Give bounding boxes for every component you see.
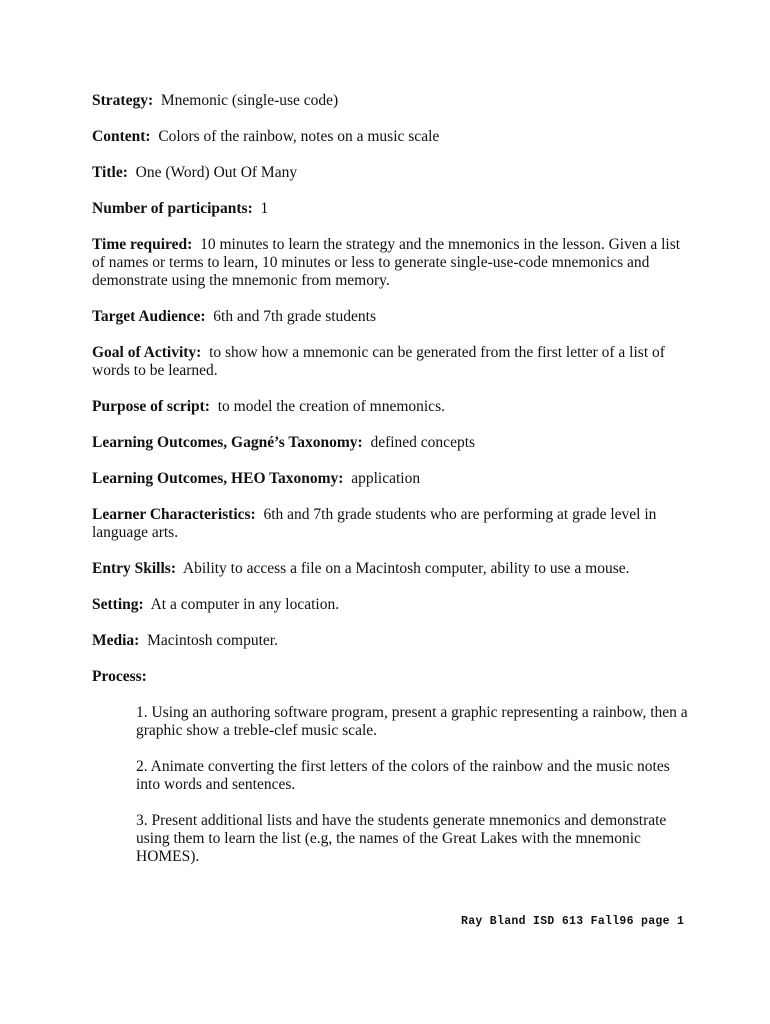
field-label: Number of participants:: [92, 200, 253, 217]
field-value: 1: [260, 200, 269, 217]
field-media: [92, 632, 692, 650]
field-target-audience: [92, 308, 692, 326]
field-label: Goal of Activity:: [92, 344, 202, 361]
field-value: 6th and 7th grade students who are performing at grade level in language arts.: [92, 506, 657, 541]
field-learning-outcomes-heo: [92, 470, 692, 488]
field-label: Learning Outcomes, HEO Taxonomy:: [92, 470, 344, 487]
field-value: to model the creation of mnemonics.: [217, 398, 445, 415]
process-step-1: 1. Using an authoring software program, present a graphic representing a rainbow, then a graphic show a treble-clef music scale.: [136, 704, 688, 739]
field-time-required: [92, 236, 692, 290]
field-purpose-of-script: [92, 398, 692, 416]
field-value: 10 minutes to learn the strategy and the mnemonics in the lesson. Given a list of names or terms to learn, 10 minutes or less to generate single-use-code mnemonics and demonstrate using the mnemonic from memory.: [92, 236, 681, 289]
process-steps: [136, 704, 696, 866]
field-label: Target Audience:: [92, 308, 206, 325]
field-label: Media:: [92, 632, 140, 649]
field-strategy: [92, 92, 692, 110]
lesson-plan-body: [92, 92, 692, 884]
field-value: Macintosh computer.: [147, 632, 278, 649]
process-label: Process:: [92, 668, 147, 685]
field-label: Learner Characteristics:: [92, 506, 256, 523]
field-value: Mnemonic (single-use code): [160, 92, 339, 109]
field-learning-outcomes-gagne: [92, 434, 692, 452]
field-label: Time required:: [92, 236, 193, 253]
field-value: defined concepts: [370, 434, 476, 451]
field-label: Setting:: [92, 596, 144, 613]
field-setting: [92, 596, 692, 614]
field-learner-characteristics: [92, 506, 692, 542]
process-heading: [92, 668, 692, 686]
field-goal-of-activity: [92, 344, 692, 380]
field-title: [92, 164, 692, 182]
field-content: [92, 128, 692, 146]
field-label: Purpose of script:: [92, 398, 210, 415]
field-value: One (Word) Out Of Many: [135, 164, 298, 181]
field-value: application: [351, 470, 421, 487]
process-step-2: 2. Animate converting the first letters of the colors of the rainbow and the music notes into words and sentences.: [136, 758, 670, 793]
field-entry-skills: [92, 560, 692, 578]
field-value: At a computer in any location.: [150, 596, 340, 613]
field-value: to show how a mnemonic can be generated from the first letter of a list of words to be learned.: [92, 344, 665, 379]
field-label: Content:: [92, 128, 151, 145]
field-value: Colors of the rainbow, notes on a music scale: [158, 128, 440, 145]
field-label: Title:: [92, 164, 128, 181]
field-label: Strategy:: [92, 92, 154, 109]
field-value: 6th and 7th grade students: [213, 308, 377, 325]
field-number-of-participants: [92, 200, 692, 218]
page-footer: Ray Bland ISD 613 Fall96 page 1: [461, 915, 685, 928]
process-step-3: 3. Present additional lists and have the students generate mnemonics and demonstrate using them to learn the list (e.g, the names of the Great Lakes with the mnemonic HOMES).: [136, 812, 667, 865]
field-label: Learning Outcomes, Gagné’s Taxonomy:: [92, 434, 363, 451]
field-value: Ability to access a file on a Macintosh computer, ability to use a mouse.: [182, 560, 630, 577]
field-label: Entry Skills:: [92, 560, 176, 577]
